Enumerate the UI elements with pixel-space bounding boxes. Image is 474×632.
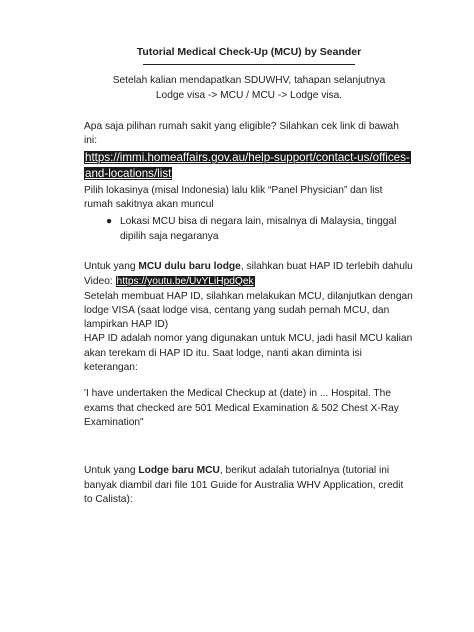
mcu-first-suffix: , silahkan buat HAP ID terlebih dahulu [240, 260, 413, 272]
lodge-first-paragraph [84, 464, 414, 507]
lodge-first-bold: Lodge baru MCU [138, 465, 220, 477]
hospital-question: Apa saja pilihan rumah sakit yang eligible? Silahkan cek link di bawah ini: [84, 121, 399, 147]
location-instruction: Pilih lokasinya (misal Indonesia) lalu klik “Panel Physician” dan list rumah sakitnya akan muncul [84, 184, 383, 211]
video-line [84, 275, 414, 289]
bullet-icon: ● [106, 216, 113, 228]
mcu-first-bold: MCU dulu baru lodge [138, 260, 241, 272]
document-title: Tutorial Medical Check-Up (MCU) by Seander [136, 46, 362, 58]
list-item [106, 215, 414, 244]
intro-line-2: Lodge visa -> MCU / MCU -> Lodge visa. [155, 89, 343, 101]
title-underline [143, 64, 355, 65]
mcu-first-prefix: Untuk yang [84, 260, 139, 272]
intro-line-1: Setelah kalian mendapatkan SDUWHV, tahapan selanjutnya [112, 75, 386, 86]
offices-locations-link[interactable]: https://immi.homeaffairs.gov.au/help-support/contact-us/offices-and-locations/list [85, 150, 410, 181]
declaration-quote: 'I have undertaken the Medical Checkup at (date) in ... Hospital. The exams that checked are 501 Medical Examination & 502 Chest X-Ray Examination" [84, 388, 399, 428]
mcu-first-paragraph [84, 260, 414, 274]
intro-paragraph [84, 74, 414, 103]
after-hap-paragraph: Setelah membuat HAP ID, silahkan melakukan MCU, dilanjutkan dengan lodge VISA (saat lodge visa, centang yang sudah pernah MCU, dan lampirkan HAP ID) [84, 290, 413, 331]
hap-definition-paragraph: HAP ID adalah nomor yang digunakan untuk MCU, jadi hasil MCU kalian akan terekam di HAP ID itu. Saat lodge, nanti akan diminta isi keterangan: [84, 333, 413, 374]
lodge-first-suffix: , berikut adalah tutorialnya (tutorial ini banyak diambil dari file 101 Guide for Australia WHV Application, credit to Calista): [84, 465, 404, 505]
video-link[interactable]: https://youtu.be/UvYLiHpdQek [116, 276, 254, 288]
video-label: Video: [84, 276, 116, 288]
bullet-text: Lokasi MCU bisa di negara lain, misalnya di Malaysia, tinggal dipilih saja negaranya [120, 216, 397, 242]
lodge-first-prefix: Untuk yang [84, 465, 139, 477]
